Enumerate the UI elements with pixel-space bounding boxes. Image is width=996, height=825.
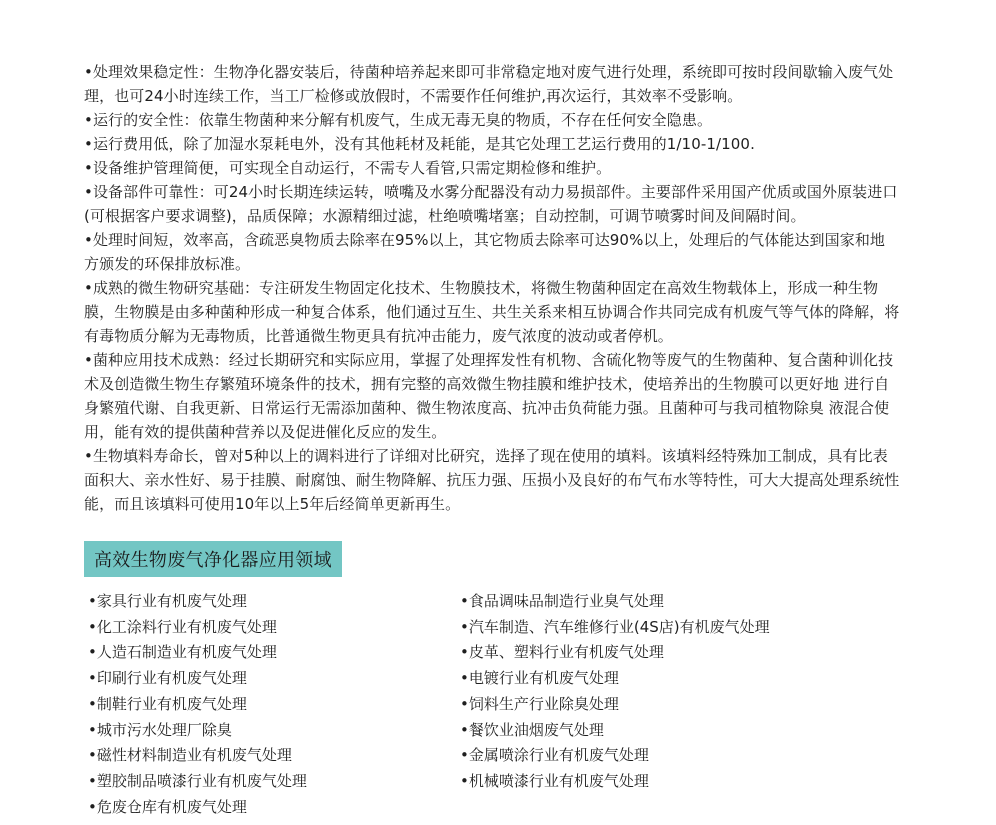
application-item: •危废仓库有机废气处理 [88, 797, 247, 816]
application-item: •塑胶制品喷漆行业有机废气处理 [88, 771, 307, 790]
application-item: •制鞋行业有机废气处理 [88, 694, 247, 713]
feature-item-easy-maintenance: •设备维护管理简便，可实现全自动运行，不需专人看管,只需定期检修和维护。 [84, 159, 612, 177]
feature-item-safety: •运行的安全性：依靠生物菌种来分解有机废气，生成无毒无臭的物质，不存在任何安全隐患。 [84, 111, 713, 129]
feature-item-reliability: •设备部件可靠性：可24小时长期连续运转，喷嘴及水雾分配器没有动力易损部件。主要部件采用国产优质或国外原装进口(可根据客户要求调整)，品质保障；水源精细过滤，杜绝喷嘴堵塞；自动控制，可调节喷雾时间及间隔时间。 [84, 183, 898, 225]
feature-item-research-basis: •成熟的微生物研究基础：专注研发生物固定化技术、生物膜技术，将微生物菌种固定在高效生物载体上，形成一种生物膜，生物膜是由多种菌种形成一种复合体系，他们通过互生、共生关系来相互协调合作共同完成有机废气等气体的降解，将有毒物质分解为无毒物质，比普通微生物更具有抗冲击能力，废气浓度的波动或者停机。 [84, 279, 900, 345]
application-list-right [460, 589, 900, 795]
application-item: •电镀行业有机废气处理 [460, 669, 619, 688]
application-list-left [88, 589, 448, 820]
feature-item-stability: •处理效果稳定性：生物净化器安装后，待菌种培养起来即可非常稳定地对废气进行处理，系统即可按时段间歇输入废气处理，也可24小时连续工作，当工厂检修或放假时，不需要作任何维护,再次运行，其效率不受影响。 [84, 63, 894, 105]
application-item: •城市污水处理厂除臭 [88, 720, 232, 739]
application-item: •金属喷涂行业有机废气处理 [460, 746, 649, 765]
application-item: •机械喷漆行业有机废气处理 [460, 771, 649, 790]
application-item: •化工涂料行业有机废气处理 [88, 617, 277, 636]
application-item: •食品调味品制造行业臭气处理 [460, 592, 664, 610]
feature-item-filler-lifespan: •生物填料寿命长，曾对5种以上的调料进行了详细对比研究，选择了现在使用的填料。该填料经特殊加工制成，具有比表面积大、亲水性好、易于挂膜、耐腐蚀、耐生物降解、抗压力强、压损小及良好的布气布水等特性，可大大提高处理系统性能，而且该填料可使用10年以上5年后经简单更新再生。 [84, 447, 900, 513]
application-item: •饲料生产行业除臭处理 [460, 694, 619, 713]
feature-item-low-cost: •运行费用低，除了加湿水泵耗电外，没有其他耗材及耗能，是其它处理工艺运行费用的1/10-1/100. [84, 135, 755, 153]
feature-list [84, 60, 900, 516]
application-item: •人造石制造业有机废气处理 [88, 643, 277, 662]
application-item: •汽车制造、汽车维修行业(4S店)有机废气处理 [460, 617, 770, 636]
application-item: •家具行业有机废气处理 [88, 592, 247, 610]
application-item: •印刷行业有机废气处理 [88, 669, 247, 688]
application-item: •皮革、塑料行业有机废气处理 [460, 643, 664, 662]
application-item: •餐饮业油烟废气处理 [460, 720, 604, 739]
feature-item-strain-technology: •菌种应用技术成熟：经过长期研究和实际应用，掌握了处理挥发性有机物、含硫化物等废气的生物菌种、复合菌种训化技术及创造微生物生存繁殖环境条件的技术，拥有完整的高效微生物挂膜和维护技术，使培养出的生物膜可以更好地 进行自身繁殖代谢、自我更新、日常运行无需添加菌种、微生物浓度高、抗冲击负荷能力强。且菌种可与我司植物除臭 液混合使用，能有效的提供菌种营养以及促进催化反应的发生。 [84, 351, 894, 441]
section-title-applications: 高效生物废气净化器应用领域 [84, 541, 342, 577]
application-item: •磁性材料制造业有机废气处理 [88, 746, 292, 765]
feature-item-efficiency: •处理时间短，效率高，含疏恶臭物质去除率在95%以上，其它物质去除率可达90%以上，处理后的气体能达到国家和地方颁发的环保排放标准。 [84, 231, 886, 273]
